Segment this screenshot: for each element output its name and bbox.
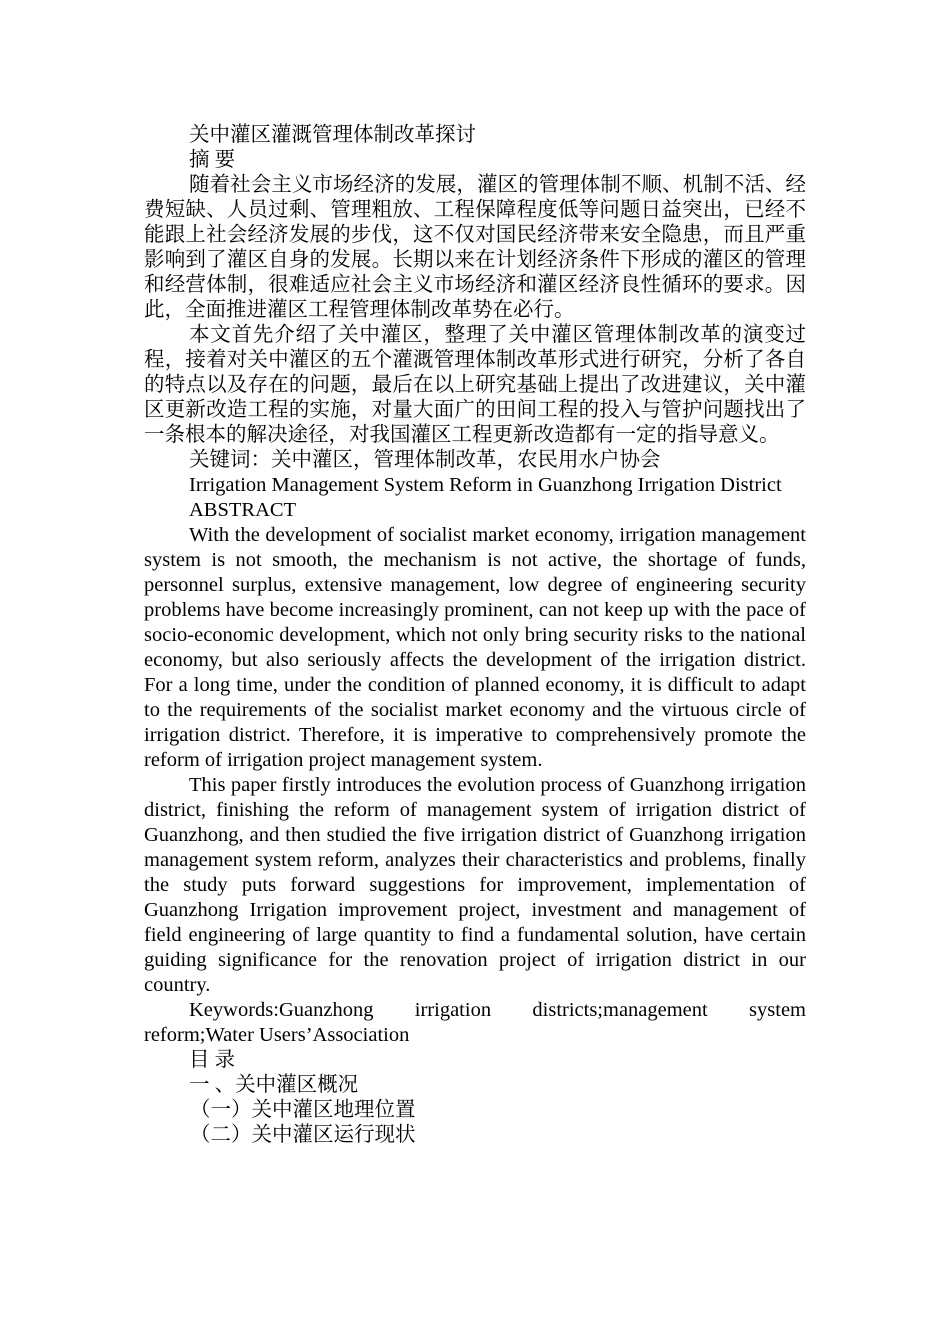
english-abstract-paragraph-2: This paper firstly introduces the evolution process of Guanzhong irrigation district, finishing the reform of management system of irrigation district of Guanzhong, and then studied the five irrigation district of Guanzhong irrigation management system reform, analyzes their characteristics and problems, finally the study puts forward suggestions for improvement, implementation of Guanzhong Irrigation improvement project, investment and management of field engineering of large quantity to find a fundamental solution, have certain guiding significance for the renovation project of irrigation district in our country. [144, 774, 806, 996]
toc-item: （二）关中灌区运行现状 [190, 1124, 416, 1146]
english-abstract-paragraph-1: With the development of socialist market economy, irrigation management system is not smooth, the mechanism is not active, the shortage of funds, personnel surplus, extensive management, low degree of engineering security problems have become increasingly prominent, can not keep up with the pace of socio-economic development, which not only bring security risks to the national economy, but also seriously affects the development of the irrigation district. For a long time, under the condition of planned economy, it is difficult to adapt to the requirements of the socialist market economy and the virtuous circle of irrigation district. Therefore, it is imperative to comprehensively promote the reform of irrigation project management system. [144, 524, 806, 771]
toc-heading: 目 录 [189, 1049, 236, 1071]
toc-item: （一）关中灌区地理位置 [190, 1099, 416, 1121]
chinese-keywords: 关键词：关中灌区，管理体制改革，农民用水户协会 [189, 449, 661, 471]
document-page [144, 123, 806, 1148]
chinese-abstract-paragraph-1: 随着社会主义市场经济的发展，灌区的管理体制不顺、机制不活、经费短缺、人员过剩、管理粗放、工程保障程度低等问题日益突出，已经不能跟上社会经济发展的步伐，这不仅对国民经济带来安全隐患，而且严重影响到了灌区自身的发展。长期以来在计划经济条件下形成的灌区的管理和经营体制，很难适应社会主义市场经济和灌区经济良性循环的要求。因此，全面推进灌区工程管理体制改革势在必行。 [144, 174, 806, 321]
toc-item: 一 、关中灌区概况 [189, 1074, 359, 1096]
chinese-title: 关中灌区灌溉管理体制改革探讨 [189, 124, 476, 146]
english-title: Irrigation Management System Reform in Guanzhong Irrigation District [189, 474, 782, 496]
english-keywords: Keywords:Guanzhong irrigation districts;management system reform;Water Users’Association [144, 999, 806, 1046]
chinese-abstract-heading: 摘 要 [189, 149, 236, 171]
chinese-abstract-paragraph-2: 本文首先介绍了关中灌区，整理了关中灌区管理体制改革的演变过程，接着对关中灌区的五个灌溉管理体制改革形式进行研究，分析了各自的特点以及存在的问题，最后在以上研究基础上提出了改进建议，关中灌区更新改造工程的实施，对量大面广的田间工程的投入与管护问题找出了一条根本的解决途径，对我国灌区工程更新改造都有一定的指导意义。 [144, 324, 806, 446]
english-abstract-heading: ABSTRACT [189, 499, 297, 521]
